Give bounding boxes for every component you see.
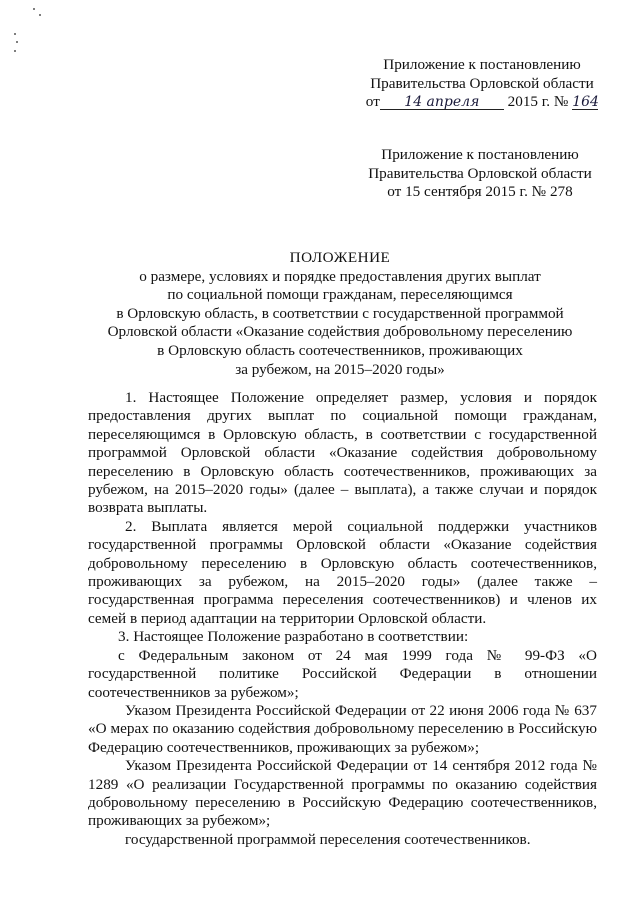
document-title: ПОЛОЖЕНИЕ <box>289 249 391 266</box>
appendix-line: Приложение к постановлению <box>381 146 579 163</box>
paragraph: 2. Выплата является мерой социальной поддержки участников государственной программы Орловской области «Оказание содействия добровольному переселению в Орловскую область соотечественников, проживающих за рубежом, на 2015–2020 годы» (далее также – государственная программа переселения соотечественников) и членов их семей в период адаптации на территории Орловской области. <box>88 517 597 627</box>
appendix-line: от 15 сентября 2015 г. № 278 <box>387 183 573 200</box>
subtitle-line: Орловской области «Оказание содействия добровольному переселению <box>107 323 573 341</box>
subtitle-line: по социальной помощи гражданам, переселяющимся <box>167 286 513 304</box>
scan-speck <box>33 8 35 10</box>
paragraph: с Федеральным законом от 24 мая 1999 года № 99-ФЗ «О государственной политике Российской Федерации в отношении соотечественников за рубежом»; <box>88 646 597 701</box>
scan-speck <box>39 14 41 16</box>
year-text: 2015 г. № <box>507 93 569 110</box>
paragraph: Указом Президента Российской Федерации от 14 сентября 2012 года № 1289 «О реализации Государственной программы по оказанию содействия добровольному переселению в Российскую Федерацию соотечественников, проживающих за рубежом»; <box>88 757 597 830</box>
subtitle-line: о размере, условиях и порядке предоставления других выплат <box>139 267 541 285</box>
appendix-line: Приложение к постановлению <box>383 56 581 73</box>
paragraph: 3. Настоящее Положение разработано в соответствии: <box>118 628 469 646</box>
subtitle-line: в Орловскую область соотечественников, проживающих <box>157 341 523 359</box>
document-body <box>88 389 597 849</box>
appendix-current <box>362 56 602 112</box>
paragraph: Указом Президента Российской Федерации от 22 июня 2006 года № 637 «О мерах по оказанию содействия добровольному переселению в Российскую Федерацию соотечественников, проживающих за рубежом»; <box>88 701 597 756</box>
appendix-line: Правительства Орловской области <box>368 164 592 182</box>
paragraph: государственной программой переселения соотечественников. <box>125 830 531 848</box>
paragraph: 1. Настоящее Положение определяет размер, условия и порядок предоставления других выплат по социальной помощи гражданам, переселяющимся в Орловскую область, в соответствии с государственной программой Орловской области «Оказание содействия добровольному переселению в Орловскую область соотечественников, проживающих за рубежом, на 2015–2020 годы» (далее – выплата), а также случаи и порядок возврата выплаты. <box>88 389 597 517</box>
subtitle-line: за рубежом, на 2015–2020 годы» <box>235 360 445 378</box>
handwritten-date: 14 апреля <box>380 95 504 110</box>
scan-speck <box>14 33 16 35</box>
subtitle-line: в Орловскую область, в соответствии с государственной программой <box>116 304 564 322</box>
handwritten-number: 164 <box>572 94 599 110</box>
date-prefix: от <box>365 93 380 110</box>
appendix-date-line <box>362 93 602 112</box>
appendix-line: Правительства Орловской области <box>370 74 594 92</box>
appendix-original <box>356 146 604 202</box>
scan-speck <box>16 41 18 43</box>
document-title-block <box>60 249 620 379</box>
scan-speck <box>14 50 16 52</box>
